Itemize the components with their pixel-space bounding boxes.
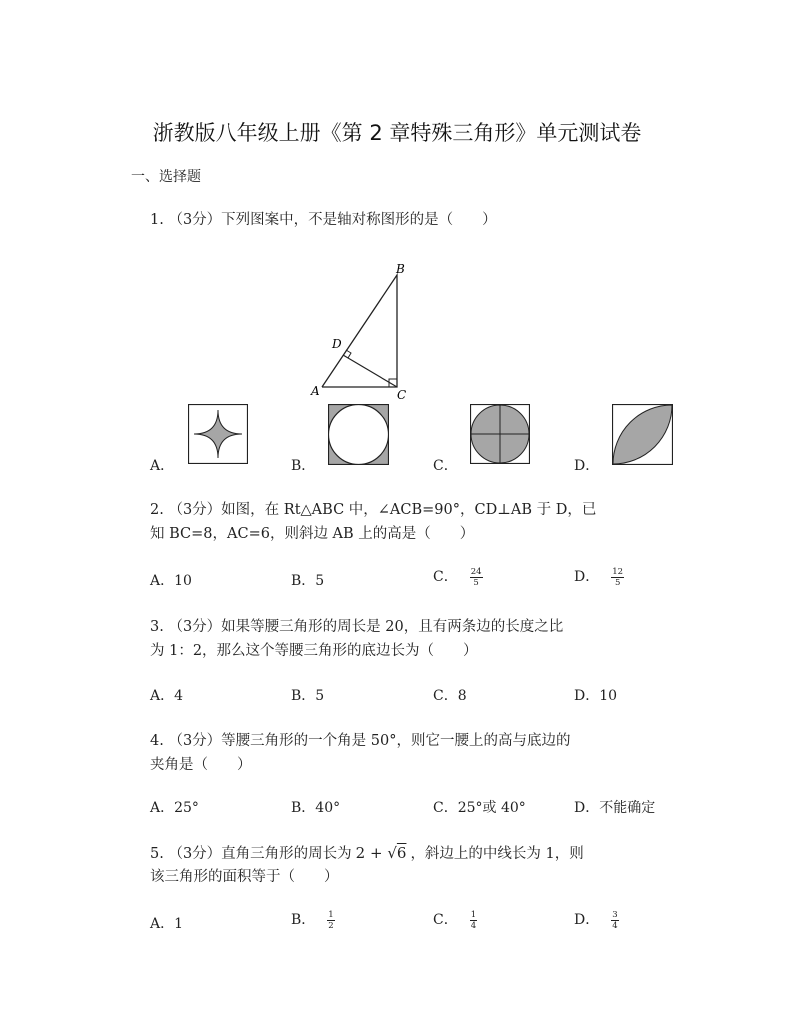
question-5-line-1 [150,841,584,866]
question-5-text-post: ，斜边上的中线长为 1，则 [410,846,584,862]
q2-option-d [574,566,624,588]
q5-option-b [291,909,335,931]
q2-option-c [433,566,483,588]
q1-option-c-figure [470,404,530,464]
question-3-line-1: 3. （3分）如果等腰三角形的周长是 20，且有两条边的长度之比 [150,619,564,635]
q4-option-a: A．25° [150,800,199,816]
question-5-line-2: 该三角形的面积等于（ ） [150,869,339,885]
q5-option-d-fraction: $\frac{3}{4}$ [612,909,618,931]
section-heading: 一、选择题 [131,169,201,185]
q2-option-d-label: D． [574,569,600,585]
q2-option-a: A．10 [150,573,192,589]
page-title: 浙教版八年级上册《第 2 章特殊三角形》单元测试卷 [152,121,642,145]
q3-option-b: B．5 [291,688,325,704]
q1-option-b-figure [328,404,389,465]
q4-option-d: D．不能确定 [574,800,656,816]
q2-option-d-fraction: $\frac{12}{5}$ [612,566,624,588]
q2-option-b: B．5 [291,573,325,589]
question-4-line-2: 夹角是（ ） [150,757,252,773]
q1-option-c-label: C． [433,458,458,474]
q2-option-c-fraction: $\frac{24}{5}$ [470,566,482,588]
q1-option-a-label: A． [150,458,175,474]
q4-option-b: B．40° [291,800,341,816]
question-1-stem: 1. （3分）下列图案中，不是轴对称图形的是（ ） [150,212,497,228]
question-5-text-pre: 5. （3分）直角三角形的周长为 [150,846,352,862]
question-2-line-2: 知 BC=8，AC=6，则斜边 AB 上的高是（ ） [150,526,475,542]
q3-option-c: C．8 [433,688,467,704]
right-triangle-figure [296,258,426,404]
vertex-label-c: C [397,388,407,402]
q3-option-d: D．10 [574,688,618,704]
question-2-line-1: 2. （3分）如图，在 Rt△ABC 中，∠ACB=90°，CD⊥AB 于 D，已 [150,502,597,518]
q1-option-a-figure [188,404,248,464]
q2-option-c-label: C． [433,569,458,585]
q5-math-expression: 2 + √6 [355,844,407,862]
vertex-label-a: A [311,384,320,398]
q5-option-d [574,909,619,931]
q5-option-c-label: C． [433,912,458,928]
vertex-label-d: D [332,337,342,351]
inscribed-circle [329,405,389,465]
question-3-line-2: 为 1：2，那么这个等腰三角形的底边长为（ ） [150,643,478,659]
q5-option-b-label: B． [291,912,316,928]
q5-option-b-fraction: $\frac{1}{2}$ [328,909,334,931]
q5-option-c [433,909,477,931]
q1-option-b-label: B． [291,458,316,474]
q3-option-a: A．4 [150,688,184,704]
triangle-abc [322,275,397,387]
vertex-label-b: B [396,262,405,276]
q5-option-a: A．1 [150,916,184,932]
q4-option-c: C．25°或 40° [433,800,526,816]
question-4-line-1: 4. （3分）等腰三角形的一个角是 50°，则它一腰上的高与底边的 [150,733,571,749]
q5-option-d-label: D． [574,912,600,928]
q5-option-c-fraction: $\frac{1}{4}$ [470,909,477,931]
q1-option-d-label: D． [574,458,600,474]
q1-option-d-figure [612,404,673,465]
